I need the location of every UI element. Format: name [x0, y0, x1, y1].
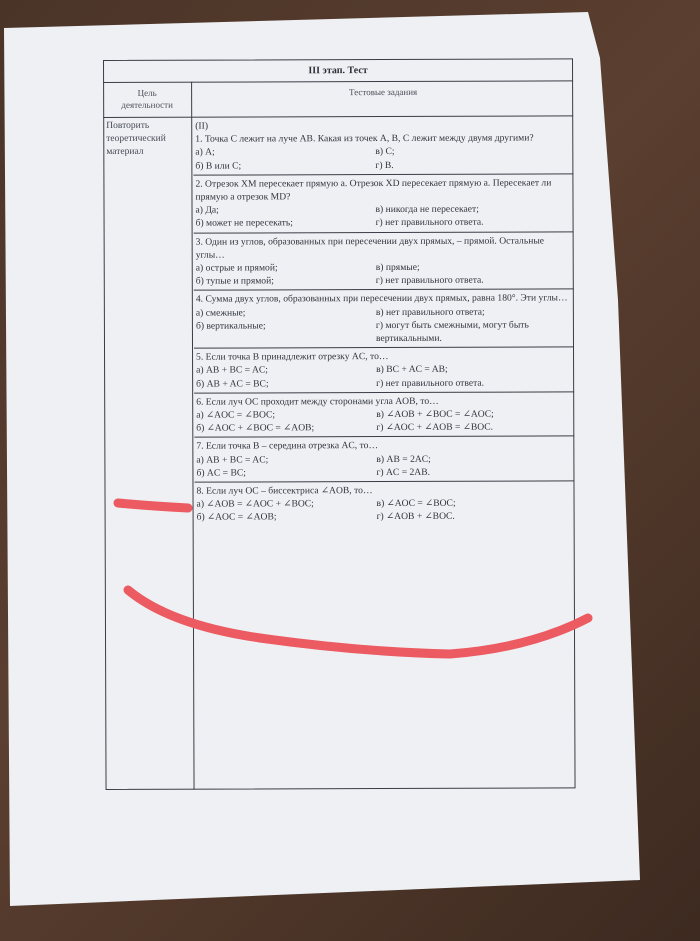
red-marker-curve [128, 590, 588, 654]
answer-g: г) нет правильного ответа. [375, 274, 484, 287]
answer-g: г) ∠AOC + ∠AOB = ∠BOC. [376, 421, 494, 434]
answer-a: а) острые и прямой; [195, 262, 278, 274]
answer-b: б) может не пересекать; [195, 217, 293, 230]
answer-a: а) ∠AOC = ∠BOC; [196, 409, 276, 421]
answer-a: а) A; [195, 147, 215, 159]
question-text: 1. Точка C лежит на луче AB. Какая из точек A, B, C лежит между двумя другими? [195, 132, 534, 145]
red-marker-dash [118, 503, 188, 508]
answer-g: г) нет правильного ответа. [376, 377, 485, 389]
answer-b: б) AC = BC; [196, 467, 246, 479]
question-text: 4. Сумма двух углов, образованных при пересечении двух прямых, равна 180°. Эти углы… [195, 292, 568, 306]
answer-a: а) AB + BC = AC; [196, 454, 269, 466]
answer-g: г) B. [375, 159, 394, 171]
variant-label: (II) [195, 120, 209, 132]
answer-b: б) B или C; [195, 160, 242, 172]
answer-a: а) смежные; [195, 307, 246, 319]
tasks-column-header: Тестовые задания [349, 86, 418, 98]
answer-a: а) Да; [195, 204, 219, 216]
answer-v: в) нет правильного ответа; [375, 306, 485, 318]
answer-b: б) ∠AOC = ∠AOB; [196, 511, 277, 524]
answer-g: г) нет правильного ответа. [375, 217, 484, 229]
goal-column-header: Цель деятельности [121, 87, 173, 110]
answer-b: б) AB + AC = BC; [196, 378, 269, 390]
goal-text: Повторить теоретический материал [106, 120, 166, 157]
answer-v: в) AB = 2AC; [376, 453, 431, 465]
question-text: 6. Если луч OC проходит между сторонами угла AOB, то… [196, 395, 439, 408]
answer-v: в) никогда не пересекает; [375, 203, 479, 216]
question-text: 7. Если точка B – середина отрезка AC, то… [196, 440, 379, 453]
question-text: 8. Если луч OC – биссектриса ∠AOB, то… [196, 485, 373, 497]
answer-b: б) вертикальные; [195, 320, 266, 332]
question-text: 2. Отрезок XM пересекает прямую a. Отрезок XD пересекает прямую a. Пересекает ли прямую a отрезок MD? [195, 177, 552, 203]
answer-g: г) могут быть смежными, могут быть вертикальными. [375, 319, 529, 345]
answer-b: б) ∠AOC + ∠BOC = ∠AOB; [196, 422, 315, 434]
answer-b: б) тупые и прямой; [195, 275, 274, 287]
answer-v: в) ∠AOB + ∠BOC = ∠AOC; [376, 408, 494, 421]
answer-a: а) AB + BC = AC; [196, 364, 268, 377]
question-text: 5. Если точка B принадлежит отрезку AC, то… [196, 351, 389, 363]
answer-v: в) BC + AC = AB; [376, 364, 448, 376]
answer-v: в) C; [375, 146, 395, 158]
answer-v: в) ∠AOC = ∠BOC; [376, 498, 456, 510]
answer-v: в) прямые; [375, 261, 420, 274]
answer-g: г) AC = 2AB. [376, 466, 431, 478]
answer-a: а) ∠AOB = ∠AOC + ∠BOC; [196, 498, 314, 510]
answer-g: г) ∠AOB + ∠BOC. [376, 511, 455, 523]
table-title: III этап. Тест [308, 65, 368, 77]
question-text: 3. Один из углов, образованных при пересечении двух прямых, – прямой. Остальные углы… [195, 235, 545, 261]
